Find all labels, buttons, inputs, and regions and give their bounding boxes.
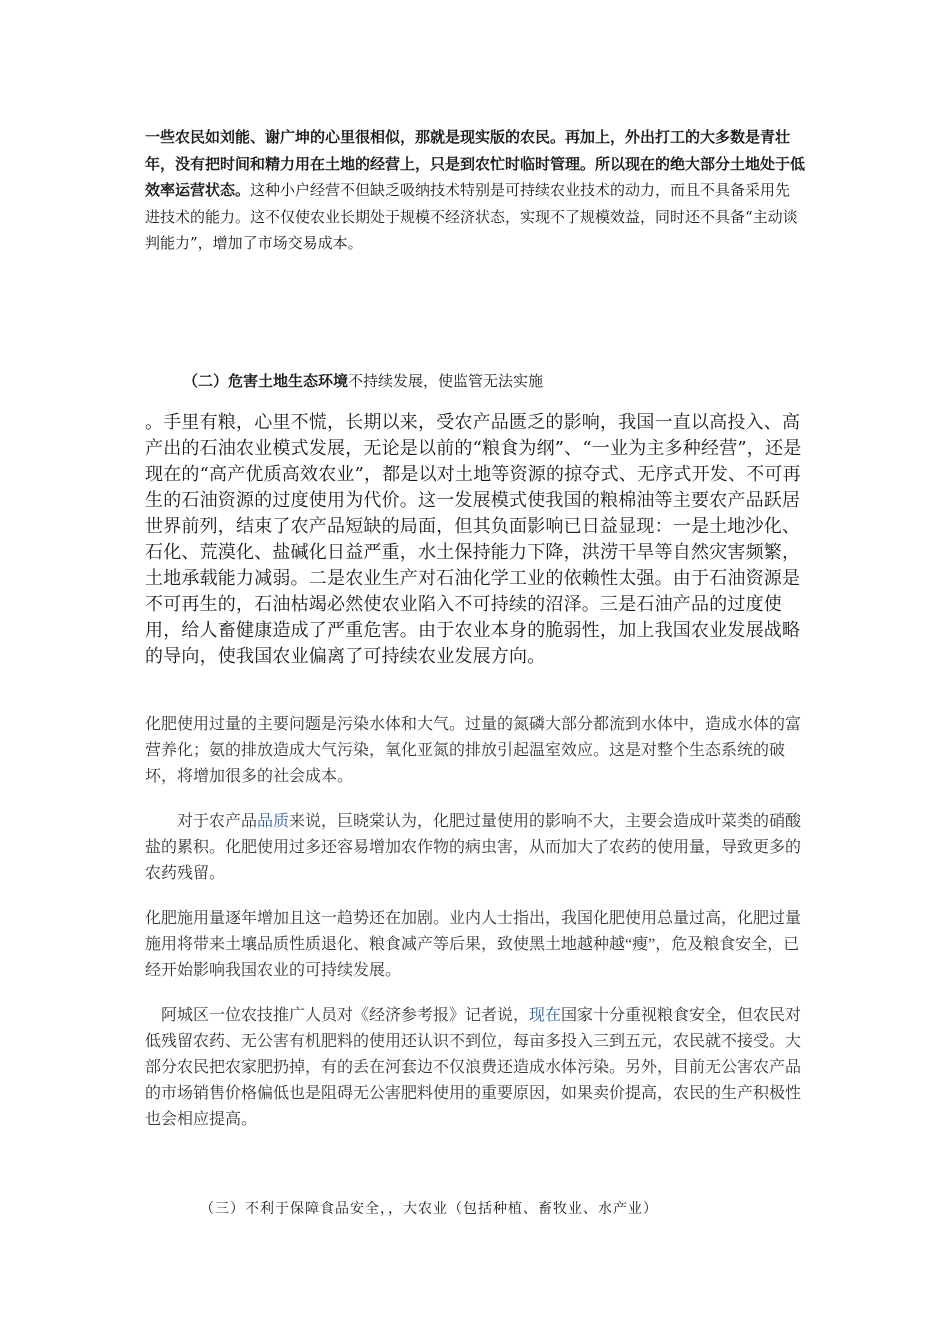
paragraph-acheng-district [145,1003,805,1133]
heading-rest-part: 不持续发展，使监管无法实施 [348,372,544,390]
body-text: 对于农产品 [177,813,258,830]
body-text: 阿城区一位农技推广人员对《经济参考报》记者说， [161,1007,530,1024]
body-text: 这种小户经营不但缺乏吸纳技术特别是可持续农业技术的动力，而且不具备采用先进技术的能力。这不仅使农业长期处于规模不经济状态，实现不了规模效益，同时还不具备“主动谈判能力”，增加了市场交易成本。 [145,181,798,252]
quality-link[interactable]: 品质 [257,813,290,830]
now-link[interactable]: 现在 [529,1007,562,1024]
section-heading-2 [183,370,803,392]
paragraph-fertilizer-usage-growth: 化肥施用量逐年增加且这一趋势还在加剧。业内人士指出，我国化肥使用总量过高，化肥过量施用将带来土壤品质性质退化、粮食减产等后果，致使黑土地越种越“瘦”，危及粮食安全，已经开始影响我国农业的可持续发展。 [145,910,802,979]
bold-text: 一些农民如刘能、谢广坤的心里很相似，那就是现实版的农民。再加上，外出打工的大多数是青壮年，没有把时间和精力用在土地的经营上，只是到农忙时临时管理。所以现在的绝大部分土地处于低效率运营状态。 [145,128,806,199]
paragraph-product-quality [145,809,805,887]
body-text: 来说，巨晓棠认为，化肥过量使用的影响不大，主要会造成叶菜类的硝酸盐的累积。化肥使用过多还容易增加农作物的病虫害，从而加大了农药的使用量，导致更多的农药残留。 [145,813,802,882]
heading-bold-part: （二）危害土地生态环境 [183,372,349,390]
paragraph-fertilizer-pollution: 化肥使用过量的主要问题是污染水体和大气。过量的氮磷大部分都流到水体中，造成水体的富营养化；氨的排放造成大气污染，氧化亚氮的排放引起温室效应。这是对整个生态系统的破坏，将增加很多的社会成本。 [145,716,802,785]
paragraph-small-farm-operation [145,124,805,257]
section-heading-3: （三）不利于保障食品安全，，大农业（包括种植、畜牧业、水产业） [200,1201,658,1217]
body-text: 国家十分重视粮食安全，但农民对低残留农药、无公害有机肥料的使用还认识不到位，每亩多投入三到五元，农民就不接受。大部分农民把农家肥扔掉，有的丢在河套边不仅浪费还造成水体污染。另外，目前无公害农产品的市场销售价格偏低也是阻碍无公害肥料使用的重要原因，如果卖价提高，农民的生产积极性也会相应提高。 [145,1007,802,1128]
paragraph-petroleum-agriculture: 。手里有粮，心里不慌，长期以来，受农产品匮乏的影响，我国一直以高投入、高产出的石油农业模式发展，无论是以前的“粮食为纲”、“一业为主多种经营”，还是现在的“高产优质高效农业”，都是以对土地等资源的掠夺式、无序式开发、不可再生的石油资源的过度使用为代价。这一发展模式使我国的粮棉油等主要农产品跃居世界前列，结束了农产品短缺的局面，但其负面影响已日益显现：一是土地沙化、石化、荒漠化、盐碱化日益严重，水土保持能力下降，洪涝干旱等自然灾害频繁，土地承载能力减弱。二是农业生产对石油化学工业的依赖性太强。由于石油资源是不可再生的，石油枯竭必然使农业陷入不可持续的沼泽。三是石油产品的过度使用，给人畜健康造成了严重危害。由于农业本身的脆弱性，加上我国农业发展战略的导向，使我国农业偏离了可持续农业发展方向。 [145,412,802,667]
